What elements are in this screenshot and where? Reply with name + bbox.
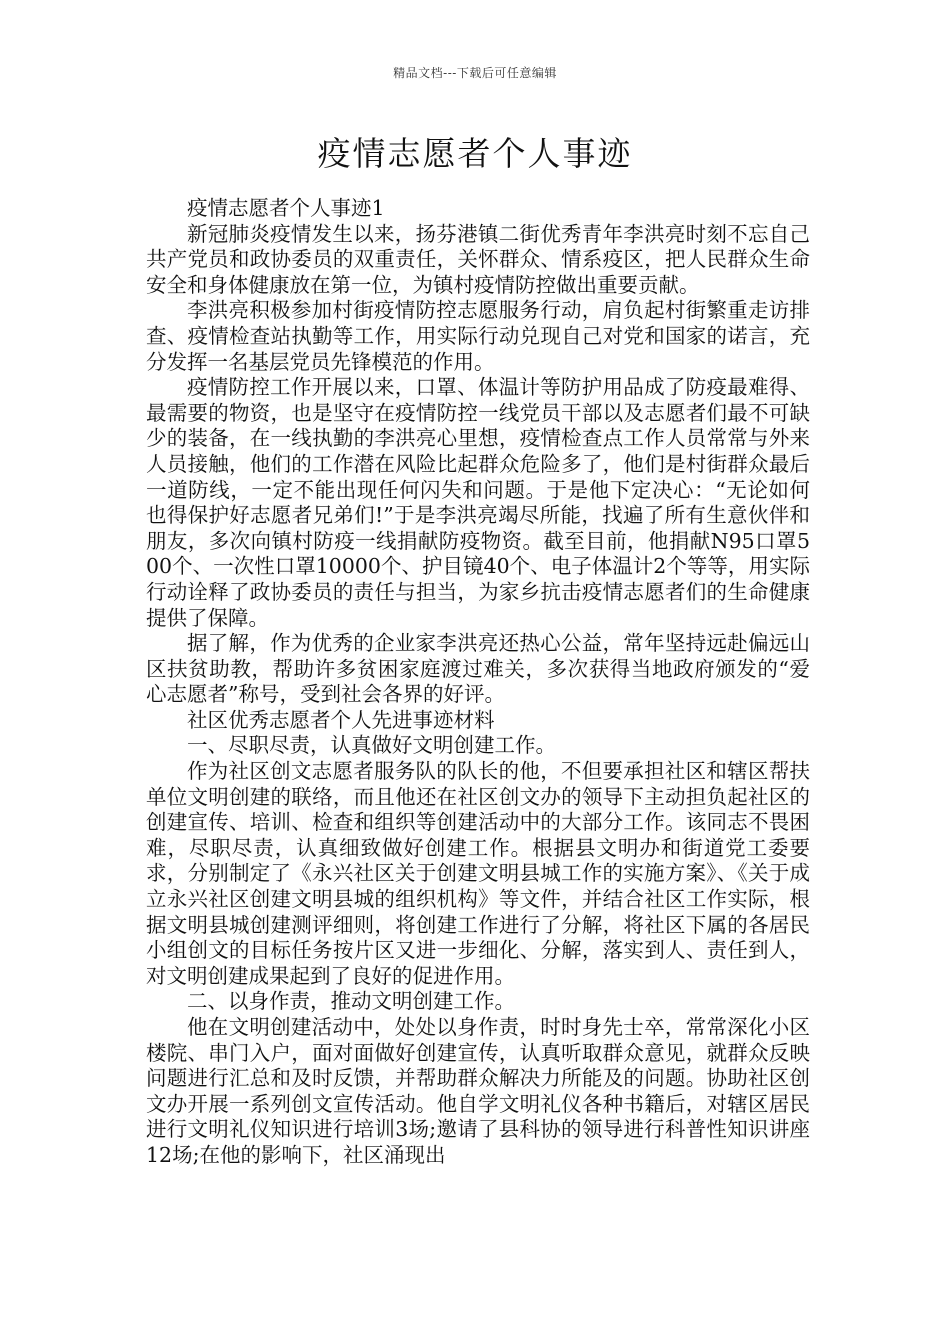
body-paragraph: 李洪亮积极参加村街疫情防控志愿服务行动，肩负起村街繁重走访排查、疫情检查站执勤等工作，用实际行动兑现自己对党和国家的诺言，充分发挥一名基层党员先锋模范的作用。 (146, 298, 810, 374)
page-title: 疫情志愿者个人事迹 (317, 134, 633, 173)
body-paragraph: 作为社区创文志愿者服务队的队长的他，不但要承担社区和辖区帮扶单位文明创建的联络，而且他还在社区创文办的领导下主动担负起社区的创建宣传、培训、检查和组织等创建活动中的大部分工作。该同志不畏困难，尽职尽责，认真细致做好创建工作。根据县文明办和街道党工委要求，分别制定了《永兴社区关于创建文明县城工作的实施方案》、《关于成立永兴社区创建文明县城的组织机构》等文件，并结合社区工作实际，根据文明县城创建测评细则，将创建工作进行了分解，将社区下属的各居民小组创文的目标任务按片区又进一步细化、分解，落实到人、责任到人，对文明创建成果起到了良好的促进作用。 (146, 759, 810, 988)
section-heading: 二、以身作责，推动文明创建工作。 (187, 989, 515, 1014)
subtitle-line: 疫情志愿者个人事迹1 (187, 196, 385, 220)
body-paragraph: 新冠肺炎疫情发生以来，扬芬港镇二街优秀青年李洪亮时刻不忘自己共产党员和政协委员的双重责任，关怀群众、情系疫区，把人民群众生命安全和身体健康放在第一位，为镇村疫情防控做出重要贡献。 (146, 221, 810, 297)
header-note: 精品文档---下载后可任意编辑 (393, 66, 557, 80)
section-heading: 一、尽职尽责，认真做好文明创建工作。 (187, 733, 556, 758)
document-body (146, 196, 810, 1169)
body-paragraph: 疫情防控工作开展以来，口罩、体温计等防护用品成了防疫最难得、最需要的物资，也是坚守在疫情防控一线党员干部以及志愿者们最不可缺少的装备，在一线执勤的李洪亮心里想，疫情检查点工作人员常常与外来人员接触，他们的工作潜在风险比起群众危险多了，他们是村街群众最后一道防线，一定不能出现任何闪失和问题。于是他下定决心：“无论如何也得保护好志愿者兄弟们!”于是李洪亮竭尽所能，找遍了所有生意伙伴和朋友，多次向镇村防疫一线捐献防疫物资。截至目前，他捐献N95口罩500个、一次性口罩10000个、护目镜40个、电子体温计2个等等，用实际行动诠释了政协委员的责任与担当，为家乡抗击疫情志愿者们的生命健康提供了保障。 (146, 375, 810, 630)
body-paragraph: 他在文明创建活动中，处处以身作责，时时身先士卒，常常深化小区楼院、串门入户，面对面做好创建宣传，认真听取群众意见，就群众反映问题进行汇总和及时反馈，并帮助群众解决力所能及的问题。协助社区创文办开展一系列创文宣传活动。他自学文明礼仪各种书籍后，对辖区居民进行文明礼仪知识进行培训3场;邀请了县科协的领导进行科普性知识讲座12场;在他的影响下，社区涌现出 (146, 1015, 810, 1167)
section-heading: 社区优秀志愿者个人先进事迹材料 (187, 707, 495, 732)
body-paragraph: 据了解，作为优秀的企业家李洪亮还热心公益，常年坚持远赴偏远山区扶贫助教，帮助许多贫困家庭渡过难关，多次获得当地政府颁发的“爱心志愿者”称号，受到社会各界的好评。 (146, 631, 810, 707)
